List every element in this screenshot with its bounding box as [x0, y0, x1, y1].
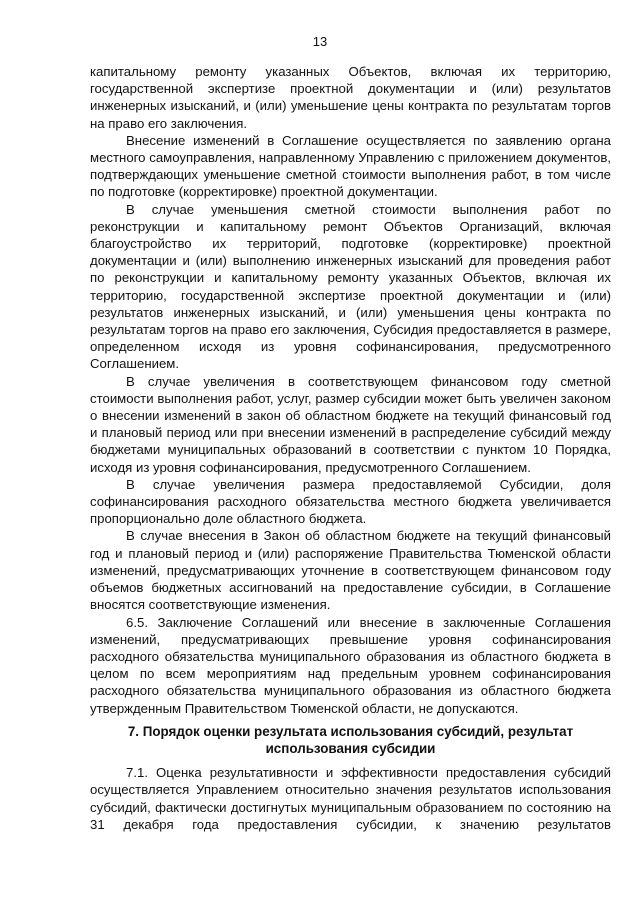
paragraph-7-1: 7.1. Оценка результативности и эффективности предоставления субсидий осуществляется Управлением относительно значения результатов использования субсидий, фактически достигнутых муниципальным образованием по состоянию на 31 декабря года предоставления субсидии, к значению результатов	[90, 765, 611, 832]
section-7-heading: 7. Порядок оценки результата использования субсидий, результат использования субсидии	[127, 723, 574, 756]
paragraph-cost-increase: В случае увеличения в соответствующем финансовом году сметной стоимости выполнения работ, услуг, размер субсидии может быть увеличен законом о внесении изменений в закон об областном бюджете на текущий финансовый год и плановый период или при внесении изменений в распределение субсидий между бюджетами муниципальных образований в соответствии с пунктом 10 Порядка, исходя из уровня софинансирования, предусмотренного Соглашением.	[90, 373, 611, 475]
paragraph-cofinancing-share: В случае увеличения размера предоставляемой Субсидии, доля софинансирования расходного обязательства местного бюджета увеличивается пропорционально доле областного бюджета.	[90, 476, 611, 527]
document-body	[90, 63, 611, 833]
page-number: 13	[312, 34, 328, 49]
paragraph-cost-decrease: В случае уменьшения сметной стоимости выполнения работ по реконструкции и капитальному ремонт Объектов Организаций, включая благоустройство их территорий, подготовке (корректировке) проектной документации и (или) выполнению инженерных изысканий для проведения работ по реконструкции и капитальному ремонту указанных Объектов, включая их территорию, государственной экспертизе проектной документации и (или) результатов инженерных изысканий, и (или) уменьшения цены контракта по результатам торгов на право его заключения, Субсидия предоставляется в размере, определенном исходя из уровня софинансирования, предусмотренного Соглашением.	[90, 201, 611, 372]
paragraph-6-5: 6.5. Заключение Соглашений или внесение в заключенные Соглашения изменений, предусматривающих превышение уровня софинансирования расходного обязательства муниципального образования из областного бюджета в целом по всем мероприятиям над предельным уровнем софинансирования расходного обязательства муниципального образования из областного бюджета утвержденным Правительством Тюменской области, не допускаются.	[90, 614, 611, 716]
paragraph-continuation: капитальному ремонту указанных Объектов, включая их территорию, государственной экспертизе проектной документации и (или) результатов инженерных изысканий, и (или) уменьшение цены контракта по результатам торгов на право его заключения.	[90, 64, 611, 131]
paragraph-budget-law-changes: В случае внесения в Закон об областном бюджете на текущий финансовый год и плановый период и (или) распоряжение Правительства Тюменской области изменений, предусматривающих уточнение в соответствующем финансовом году объемов бюджетных ассигнований на предоставление субсидии, в Соглашение вносятся соответствующие изменения.	[90, 528, 611, 613]
paragraph-amendment-procedure: Внесение изменений в Соглашение осуществляется по заявлению органа местного самоуправления, направленному Управлению с приложением документов, подтверждающих уменьшение сметной стоимости выполнения работ, в том числе по подготовке (корректировке) проектной документации.	[90, 132, 611, 200]
